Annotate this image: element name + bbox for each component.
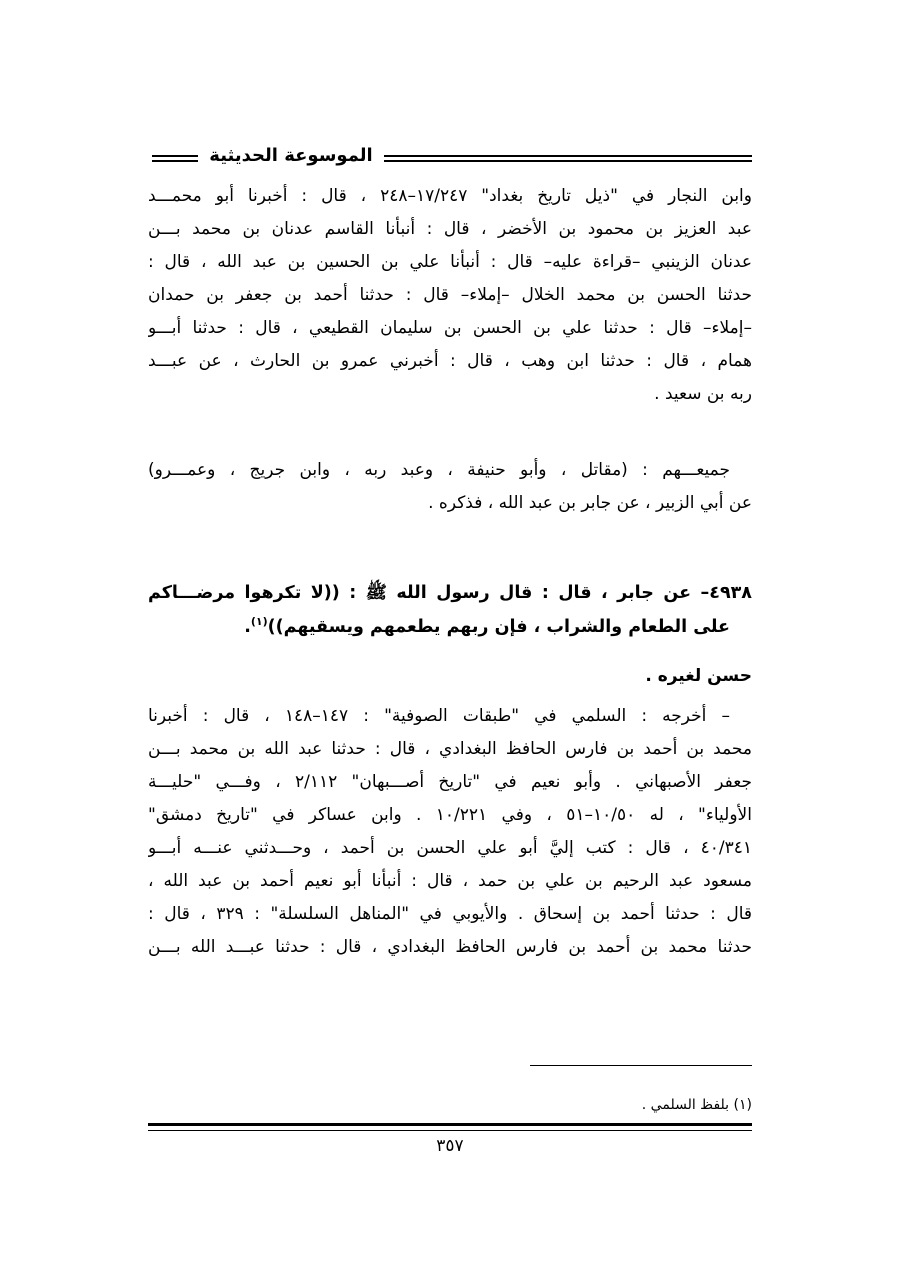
text-line: همام ، قال : حدثنا ابن وهب ، قال : أخبرني عمرو بن الحارث ، عن عبـــد xyxy=(148,351,752,371)
text-line: حدثنا محمد بن أحمد بن فارس الحافظ البغدادي ، قال : حدثنا عبـــد الله بـــن xyxy=(148,937,752,957)
text-line: ربه بن سعيد . xyxy=(654,384,752,404)
footer-rule xyxy=(148,1123,752,1131)
text-line: جعفر الأصبهاني . وأبو نعيم في "تاريخ أصـــبهان" ٢/١١٢ ، وفـــي "حليـــة xyxy=(148,772,752,792)
header-rule-right xyxy=(384,155,752,162)
chain-paragraph xyxy=(148,180,752,411)
hadith-line: ٤٩٣٨– عن جابر ، قال : قال رسول الله ﷺ : ((لا تكرهوا مرضـــاكم xyxy=(148,583,752,603)
text-line: عدنان الزينبي –قراءة عليه– قال : أنبأنا علي بن الحسين بن عبد الله ، قال : xyxy=(148,252,752,272)
book-title: الموسوعة الحديثية xyxy=(209,145,373,166)
text-line: قال : حدثنا أحمد بن إسحاق . والأيوبي في "المناهل السلسلة" : ٣٢٩ ، قال : xyxy=(148,904,752,924)
text-line: وابن النجار في "ذيل تاريخ بغداد" ١٧/٢٤٧–٢٤٨ ، قال : أخبرنا أبو محمـــد xyxy=(148,186,752,206)
running-header xyxy=(148,143,752,171)
grade-text: حسن لغيره . xyxy=(645,666,752,686)
text-line: ٤٠/٣٤١ ، قال : كتب إليَّ أبو علي الحسن بن أحمد ، وحـــدثني عنـــه أبـــو xyxy=(148,838,752,858)
footnote-reference[interactable]: (١) xyxy=(250,615,268,629)
page-number: ٣٥٧ xyxy=(436,1136,464,1156)
text-line: – أخرجه : السلمي في "طبقات الصوفية" : ١٤٧–١٤٨ ، قال : أخبرنا xyxy=(148,706,730,726)
hadith-text xyxy=(148,576,752,644)
text-line: جميعـــهم : (مقاتل ، وأبو حنيفة ، وعبد ربه ، وابن جريج ، وعمـــرو) xyxy=(148,460,730,480)
text-line: مسعود عبد الرحيم بن علي بن حمد ، قال : أنبأنا أبو نعيم أحمد بن عبد الله ، xyxy=(148,871,752,891)
text-line: محمد بن أحمد بن فارس الحافظ البغدادي ، قال : حدثنا عبد الله بن محمد بـــن xyxy=(148,739,752,759)
header-rule-left xyxy=(152,155,198,162)
text-line: الأولياء" ، له ١٠/٥٠–٥١ ، وفي ١٠/٢٢١ . وابن عساكر في "تاريخ دمشق" xyxy=(148,805,752,825)
footnote-separator xyxy=(530,1065,752,1066)
summary-paragraph xyxy=(148,454,752,520)
text-line: عن أبي الزبير ، عن جابر بن عبد الله ، فذكره . xyxy=(428,493,752,513)
hadith-grade xyxy=(148,660,752,693)
text-line: عبد العزيز بن محمود بن الأخضر ، قال : أنبأنا القاسم عدنان بن محمد بـــن xyxy=(148,219,752,239)
hadith-line-end: . xyxy=(244,617,251,637)
hadith-line xyxy=(148,610,752,644)
text-line: حدثنا الحسن بن محمد الخلال –إملاء– قال : حدثنا أحمد بن جعفر بن حمدان xyxy=(148,285,752,305)
footnote: (١) بلفظ السلمي . xyxy=(641,1097,752,1113)
hadith-line-text: على الطعام والشراب ، فإن ربهم يطعمهم ويسقيهم)) xyxy=(267,617,730,637)
book-page xyxy=(148,0,752,1273)
takhrij-paragraph xyxy=(148,700,752,964)
text-line: –إملاء– قال : حدثنا علي بن الحسن بن سليمان القطيعي ، قال : حدثنا أبـــو xyxy=(148,318,752,338)
